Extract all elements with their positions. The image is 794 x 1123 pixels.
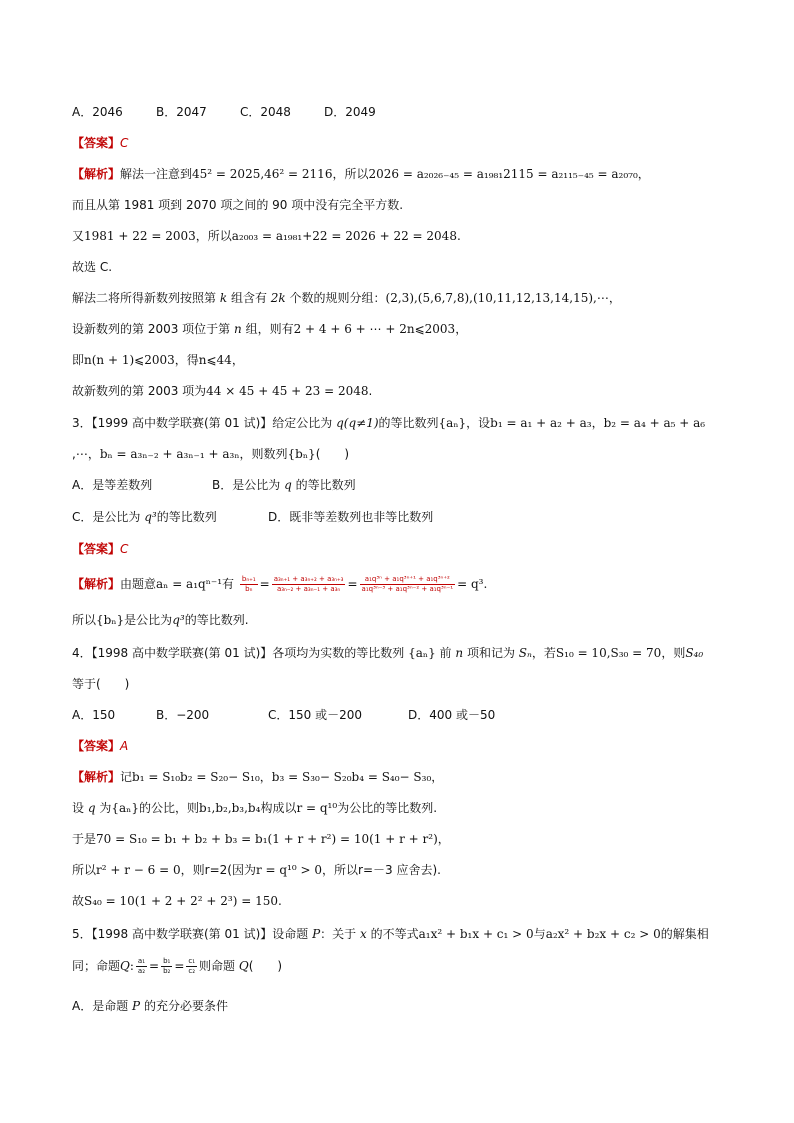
text: 的等比数列. [184, 613, 249, 627]
q4-analysis-line5 [72, 893, 754, 909]
math: n⩽44 [198, 353, 232, 367]
text: 由题意 [120, 577, 157, 591]
math: q(q≠1) [336, 416, 379, 430]
math: n [455, 646, 464, 660]
prev-analysis-line5 [72, 290, 754, 306]
math: r = q¹⁰ > 0 [255, 863, 322, 877]
text: 构成以 [260, 801, 297, 815]
q3-answer-row [72, 541, 754, 557]
equals: = [149, 959, 160, 973]
q4-answer-row [72, 738, 754, 754]
text: 所以 [72, 863, 97, 877]
math: r = q¹⁰ [296, 801, 338, 815]
analysis-tag: 【解析】 [72, 167, 121, 181]
q4-option-d: D．400 或－50 [408, 708, 496, 722]
text: ( ) [248, 959, 283, 973]
math: : [129, 959, 134, 973]
text: ， [259, 770, 272, 784]
math: P [132, 999, 141, 1013]
q3-option-b [212, 478, 356, 492]
fraction [186, 957, 197, 976]
q3-options-row2 [72, 509, 754, 525]
math: Sₙ [518, 646, 532, 660]
answer-value: C [120, 542, 129, 556]
math: S₄₀ = 10(1 + 2 + 2² + 2³) = 150 [84, 894, 278, 908]
math: q [284, 478, 292, 492]
text: 于是 [72, 832, 97, 846]
text: 组，则有 [245, 322, 294, 336]
text: 所以 [72, 613, 97, 627]
math: Q [120, 959, 130, 973]
equals: = [174, 959, 185, 973]
numerator: a₁q³ⁿ + a₁q³ⁿ⁺¹ + a₁q³ⁿ⁺² [360, 575, 456, 585]
q3-conclusion [72, 612, 754, 628]
text: 有 [222, 577, 235, 591]
math: r² + r − 6 = 0 [96, 863, 181, 877]
text: ，所以 [195, 229, 232, 243]
text: 的不等式 [370, 927, 419, 941]
text: ，所以 [332, 167, 369, 181]
math: bₙ = a₃ₙ₋₂ + a₃ₙ₋₁ + a₃ₙ [99, 447, 240, 461]
text: 则命题 [199, 959, 236, 973]
prev-analysis-line6 [72, 321, 754, 337]
math: Q [238, 959, 249, 973]
math: x [360, 927, 367, 941]
math: S₄₀ [685, 646, 704, 660]
math: b₁ = S₁₀b₂ = S₂₀− S₁₀ [132, 770, 260, 784]
math: q³ [172, 613, 185, 627]
text: 的等比数列 [156, 510, 217, 524]
text: ， [431, 770, 444, 784]
math: 2k [270, 291, 286, 305]
text: ， [591, 416, 604, 430]
numerator: a₃ₙ₊₁ + a₃ₙ₊₂ + a₃ₙ₊₃ [273, 575, 344, 583]
text: 故新数列的第 2003 项为 [72, 384, 207, 398]
option-d: D．2049 [324, 105, 376, 119]
text: 即 [72, 353, 85, 367]
q4-option-b: B．−200 [156, 708, 210, 722]
math: (2,3),(5,6,7,8),(10,11,12,13,14,15),⋯ [385, 291, 609, 305]
text: 的解集相 [660, 927, 709, 941]
math: {bₙ} [287, 447, 316, 461]
q4-analysis-line3 [72, 831, 754, 847]
text: 设新数列的第 2003 项位于第 [72, 322, 231, 336]
text: ， [437, 832, 450, 846]
q4-analysis-line2 [72, 800, 754, 816]
math: 2026 = a₂₀₂₆₋₄₅ = a₁₉₈₁2115 = a₂₁₁₅₋₄₅ = a₂₀₇₀ [368, 167, 638, 181]
math: {bₙ} [96, 613, 125, 627]
math: S₁₀ = 10,S₃₀ = 70 [555, 646, 662, 660]
denominator: b₂ [163, 967, 171, 975]
prev-analysis-line2: 而且从第 1981 项到 2070 项之间的 90 项中没有完全平方数. [72, 198, 404, 212]
text: r=2 [204, 863, 228, 877]
text: (因为 [227, 863, 256, 877]
prev-options-row [72, 104, 754, 120]
text: ，则数列 [239, 447, 288, 461]
option-b: B．2047 [156, 105, 207, 119]
option-c: C．2048 [240, 105, 291, 119]
prev-analysis-line4: 故选 C. [72, 260, 113, 274]
text: ，所以 [322, 863, 359, 877]
q3-stem-line1 [72, 415, 754, 431]
text: 个数的规则分组： [289, 291, 386, 305]
text: 的等比数列 [295, 478, 356, 492]
denominator: c₂ [188, 967, 196, 975]
q4-option-a: A．150 [72, 708, 116, 722]
q4-stem-line2: 等于( ) [72, 677, 130, 691]
q4-options-row [72, 707, 754, 723]
text: ，则 [180, 863, 205, 877]
text: ,⋯， [72, 447, 100, 461]
denominator: bₙ [245, 585, 253, 593]
fraction [272, 575, 346, 594]
q3-option-a: A．是等差数列 [72, 478, 153, 492]
prev-analysis-line3 [72, 228, 754, 244]
text: ，得 [174, 353, 199, 367]
denominator: a₂ [137, 967, 146, 975]
q3-option-d: D．既非等差数列也非等比数列 [268, 510, 434, 524]
fraction [161, 957, 172, 976]
text: ，设 [466, 416, 491, 430]
text: ，若 [531, 646, 556, 660]
denominator: a₁q³ⁿ⁻³ + a₁q³ⁿ⁻² + a₁q³ⁿ⁻¹ [361, 585, 454, 593]
text: 为 [99, 801, 112, 815]
q4-analysis-line1 [72, 769, 754, 785]
math: 44 × 45 + 45 + 23 = 2048 [206, 384, 369, 398]
text: . [277, 894, 282, 908]
text: 项和记为 [466, 646, 515, 660]
math: {aₙ} [438, 416, 467, 430]
text: C．是公比为 [72, 510, 141, 524]
numerator: b₁ [163, 957, 171, 965]
math: P [312, 927, 321, 941]
fraction [360, 575, 456, 594]
math: a₂₀₀₃ = a₁₉₈₁+22 = 2026 + 22 = 2048 [231, 229, 457, 243]
math: b₃ = S₃₀− S₂₀b₄ = S₄₀− S₃₀ [271, 770, 432, 784]
math: 1981 + 22 = 2003 [84, 229, 196, 243]
q4-option-c: C．150 或－200 [268, 708, 363, 722]
q3-analysis-line: 【解析】由题意aₙ = a₁qⁿ⁻¹有 $\frac{\text{bₙ₊₁}}{\text{bₙ}}$ = $\frac{\text{a₃ₙ₊₁ + a₃ₙ₊₂ + a₃ₙ₊₃}}{\text{a₃ₙ₋₂ + a₃ₙ₋₁ + a₃ₙ}}$ = $\frac{\text{a₁q³ⁿ + a₁q³ⁿ⁺¹ + a₁q³ⁿ⁺²}}{\text{a₁q³ⁿ⁻³ + a₁q³ⁿ⁻² + a₁q³ⁿ⁻¹}}$ = q³. [72, 575, 488, 593]
math: a₁x² + b₁x + c₁ > 0 [418, 927, 534, 941]
math: b₁,b₂,b₃,b₄ [199, 801, 261, 815]
text: A．是命题 [72, 999, 129, 1013]
numerator: bₙ₊₁ [241, 575, 256, 583]
math: {aₙ} [408, 646, 436, 660]
answer-tag: 【答案】 [72, 136, 121, 150]
text: 设 [72, 801, 85, 815]
prev-analysis-line7 [72, 352, 754, 368]
text: 3．【1999 高中数学联赛(第 01 试)】给定公比为 [72, 416, 333, 430]
text: ， [455, 322, 468, 336]
option-a: A．2046 [72, 105, 123, 119]
q5-stem-line1 [72, 926, 754, 942]
text: 应舍去). [396, 863, 441, 877]
math: n [234, 322, 242, 336]
text: 与 [533, 927, 546, 941]
text: 的公比，则 [139, 801, 200, 815]
text: . [368, 384, 373, 398]
text: 解法二将所得新数列按照第 [72, 291, 217, 305]
text: 同；命题 [72, 959, 121, 973]
text: ， [608, 291, 621, 305]
answer-value: C [120, 136, 129, 150]
text: 为公比的等比数列. [337, 801, 438, 815]
math: 70 = S₁₀ = b₁ + b₂ + b₃ = b₁(1 + r + r²) = 10(1 + r + r²) [96, 832, 438, 846]
text: ：关于 [320, 927, 357, 941]
math: {aₙ} [111, 801, 139, 815]
text: 是公比为 [124, 613, 173, 627]
fraction [240, 575, 258, 594]
answer-value: A [120, 739, 129, 753]
math: b₂ = a₄ + a₅ + a₆ [603, 416, 706, 430]
math: b₁ = a₁ + a₂ + a₃ [490, 416, 592, 430]
text: ， [637, 167, 650, 181]
text: 又 [72, 229, 85, 243]
q5-option-a [72, 998, 754, 1014]
prev-analysis-line8 [72, 383, 754, 399]
math: q [87, 801, 96, 815]
numerator: c₁ [188, 957, 196, 965]
math: q³ [144, 510, 157, 524]
analysis-tag: 【解析】 [72, 577, 121, 591]
text: r=－3 [358, 863, 393, 877]
prev-answer-row [72, 135, 754, 151]
text: ，则 [661, 646, 686, 660]
numerator: a₁ [137, 957, 146, 965]
answer-tag: 【答案】 [72, 542, 121, 556]
prev-analysis-line1 [72, 166, 754, 182]
q4-stem-line1 [72, 645, 754, 661]
text: 5．【1998 高中数学联赛(第 01 试)】设命题 [72, 927, 309, 941]
text: ， [231, 353, 244, 367]
q3-stem-line2 [72, 446, 754, 462]
text: 前 [439, 646, 452, 660]
text: . [456, 229, 461, 243]
text: 记 [120, 770, 133, 784]
text: 的充分必要条件 [143, 999, 228, 1013]
math: 45² = 2025,46² = 2116 [192, 167, 333, 181]
text: 组含有 [230, 291, 267, 305]
math: 2 + 4 + 6 + ⋯ + 2n⩽2003 [293, 322, 456, 336]
math: a₂x² + b₂x + c₂ > 0 [545, 927, 661, 941]
math: aₙ = a₁qⁿ⁻¹ [156, 577, 223, 591]
text: 4．【1998 高中数学联赛(第 01 试)】各项均为实数的等比数列 [72, 646, 405, 660]
text: 的等比数列 [378, 416, 439, 430]
analysis-tag: 【解析】 [72, 770, 121, 784]
q3-option-c [72, 509, 268, 525]
text: ( ) [315, 447, 350, 461]
q3-options-row1 [72, 477, 754, 493]
text: 解法一注意到 [120, 167, 193, 181]
answer-tag: 【答案】 [72, 739, 121, 753]
text: B．是公比为 [212, 478, 281, 492]
fraction [136, 957, 147, 976]
q5-stem-line2 [72, 956, 754, 976]
math: = q³. [457, 577, 488, 591]
q4-analysis-line4 [72, 862, 754, 878]
math: n(n + 1)⩽2003 [84, 353, 175, 367]
text: 故 [72, 894, 85, 908]
math: k [219, 291, 228, 305]
denominator: a₃ₙ₋₂ + a₃ₙ₋₁ + a₃ₙ [276, 585, 341, 593]
